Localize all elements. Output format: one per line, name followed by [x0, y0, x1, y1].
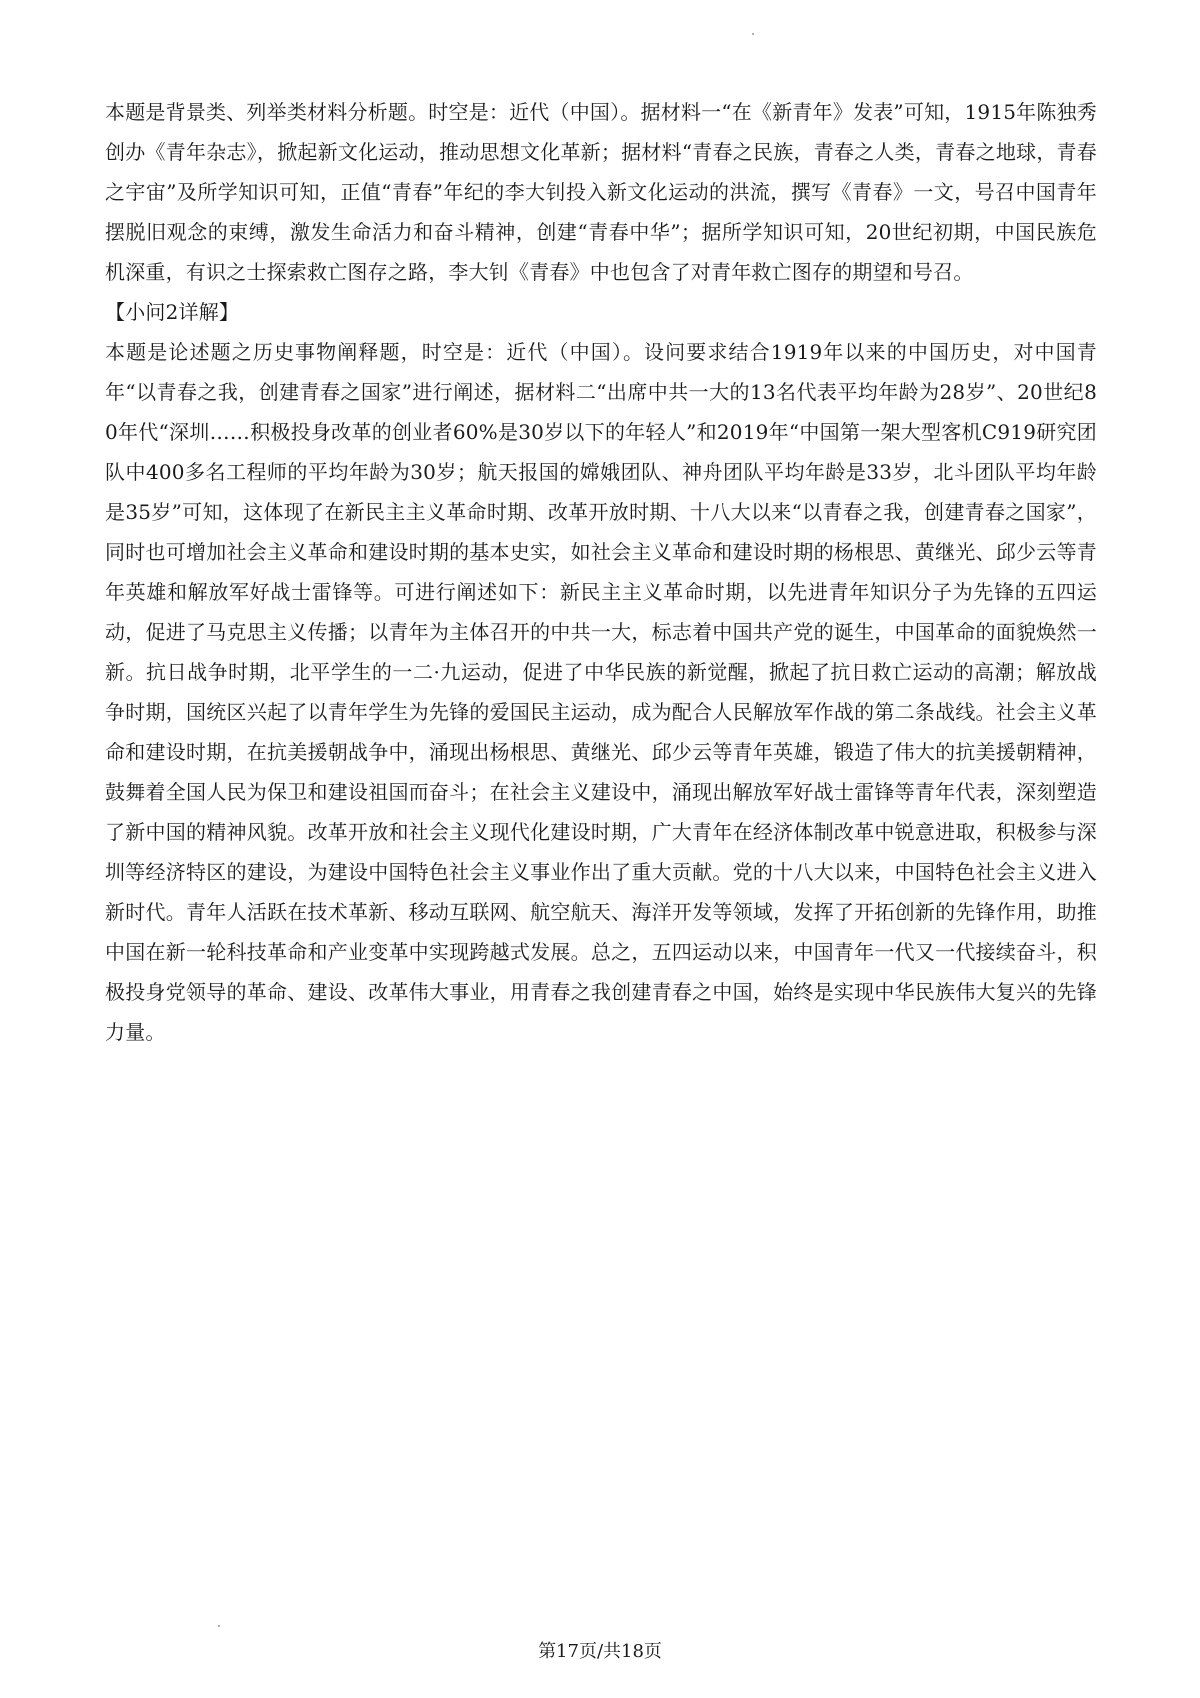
page-number-footer: 第17页/共18页 [538, 1641, 662, 1662]
scan-speck [752, 33, 754, 35]
answer-paragraph-1: 本题是背景类、列举类材料分析题。时空是：近代（中国）。据材料一“在《新青年》发表”可知，1915年陈独秀创办《青年杂志》，掀起新文化运动，推动思想文化革新；据材料“青春之民族，青春之人类，青春之地球，青春之宇宙”及所学知识可知，正值“青春”年纪的李大钊投入新文化运动的洪流，撰写《青春》一文，号召中国青年摆脱旧观念的束缚，激发生命活力和奋斗精神，创建“青春中华”；据所学知识可知，20世纪初期，中国民族危机深重，有识之士探索救亡图存之路，李大钊《青春》中也包含了对青年救亡图存的期望和号召。 [105, 100, 1097, 284]
document-body [105, 92, 1097, 1052]
scan-speck [218, 1625, 220, 1627]
answer-paragraph-2: 本题是论述题之历史事物阐释题，时空是：近代（中国）。设问要求结合1919年以来的中国历史，对中国青年“以青春之我，创建青春之国家”进行阐述，据材料二“出席中共一大的13名代表平均年龄为28岁”、20世纪80年代“深圳……积极投身改革的创业者60%是30岁以下的年轻人”和2019年“中国第一架大型客机C919研究团队中400多名工程师的平均年龄为30岁；航天报国的嫦娥团队、神舟团队平均年龄是33岁，北斗团队平均年龄是35岁”可知，这体现了在新民主主义革命时期、改革开放时期、十八大以来“以青春之我，创建青春之国家”，同时也可增加社会主义革命和建设时期的基本史实，如社会主义革命和建设时期的杨根思、黄继光、邱少云等青年英雄和解放军好战士雷锋等。可进行阐述如下：新民主主义革命时期，以先进青年知识分子为先锋的五四运动，促进了马克思主义传播；以青年为主体召开的中共一大，标志着中国共产党的诞生，中国革命的面貌焕然一新。抗日战争时期，北平学生的一二·九运动，促进了中华民族的新觉醒，掀起了抗日救亡运动的高潮；解放战争时期，国统区兴起了以青年学生为先锋的爱国民主运动，成为配合人民解放军作战的第二条战线。社会主义革命和建设时期，在抗美援朝战争中，涌现出杨根思、黄继光、邱少云等青年英雄，锻造了伟大的抗美援朝精神，鼓舞着全国人民为保卫和建设祖国而奋斗；在社会主义建设中，涌现出解放军好战士雷锋等青年代表，深刻塑造了新中国的精神风貌。改革开放和社会主义现代化建设时期，广大青年在经济体制改革中锐意进取，积极参与深圳等经济特区的建设，为建设中国特色社会主义事业作出了重大贡献。党的十八大以来，中国特色社会主义进入新时代。青年人活跃在技术革新、移动互联网、航空航天、海洋开发等领域，发挥了开拓创新的先锋作用，助推中国在新一轮科技革命和产业变革中实现跨越式发展。总之，五四运动以来，中国青年一代又一代接续奋斗，积极投身党领导的革命、建设、改革伟大事业，用青春之我创建青春之中国，始终是实现中华民族伟大复兴的先锋力量。 [105, 340, 1097, 1044]
subquestion-2-heading: 【小问2详解】 [105, 300, 240, 324]
